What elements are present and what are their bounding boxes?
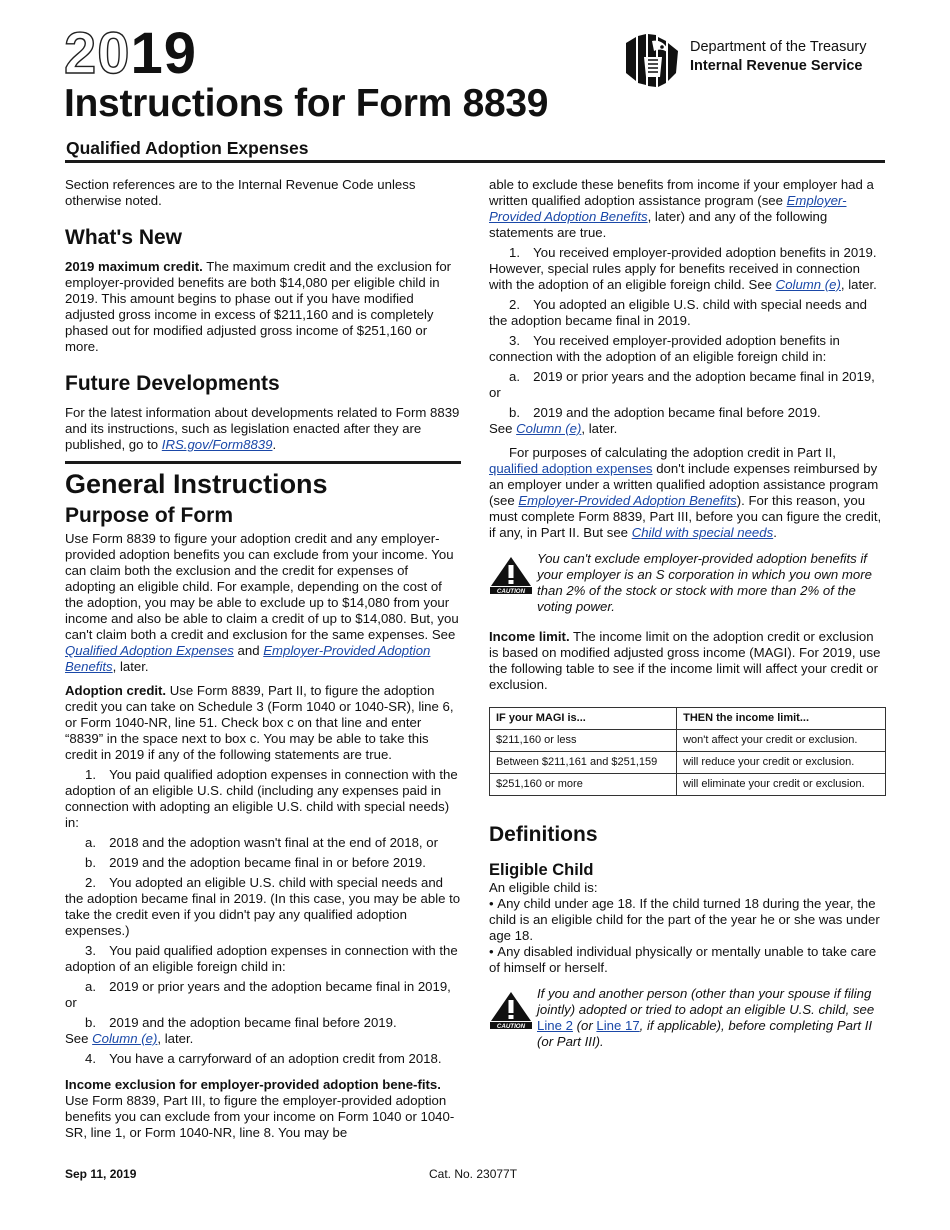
list-item: 2. You adopted an eligible U.S. child with special needs and the adoption became final in 2019. (In this case, you may be able to take the credit even if you didn't pay any qualified adoption expenses.) [65,875,461,938]
see-end: , later. [581,421,618,436]
list-item: a. 2018 and the adoption wasn't final at the end of 2018, or [85,835,438,850]
list-item: b. 2019 and the adoption became final before 2019. [85,1015,397,1030]
general-instructions-heading: General Instructions [65,469,328,499]
caution-text: (or [576,1018,593,1033]
income-limit-text: The income limit on the adoption credit or exclusion is based on modified adjusted gross income (MAGI). For 2019, use the following table to see if the income limit will affect your credit or exclusion. [489,629,881,692]
document-title: Instructions for Form 8839 [64,82,549,125]
year-outline: 20 [64,21,131,86]
see-end: , later. [157,1031,194,1046]
list-item: b. 2019 and the adoption became final before 2019. [509,405,821,420]
table-cell: $251,160 or more [490,774,677,796]
table-cell: will eliminate your credit or exclusion. [677,774,886,796]
document-subtitle: Qualified Adoption Expenses [66,138,309,158]
eligible-intro: An eligible child is: [489,880,598,895]
column-e-link[interactable]: Column (e) [92,1031,158,1046]
adoption-credit-lead: Adoption credit. [65,683,167,698]
left-column [65,177,461,1141]
income-exclusion-paragraph [65,1077,461,1141]
caution-note [489,986,885,1050]
irs-form-link[interactable]: IRS.gov/Form8839 [161,437,273,452]
agency-block [622,33,892,89]
purpose-end: , later. [112,659,149,674]
max-credit-paragraph [65,259,461,355]
header-rule [65,160,885,163]
purposes-paragraph [489,445,885,541]
eligible-child-heading: Eligible Child [489,861,594,879]
qualified-adoption-expenses-link[interactable]: Qualified Adoption Expenses [65,643,234,658]
list-item: a. 2019 or prior years and the adoption became final in 2019, or [489,369,875,400]
purpose-heading: Purpose of Form [65,504,234,527]
purpose-text: Use Form 8839 to figure your adoption credit and any employer-provided adoption benefits you can exclude from your income. You can claim both the exclusion and the credit for expenses of adopting an eligible child. For example, depending on the cost of the adoption, you may be able to exclude up to $14,080 from your income and also be able to claim a credit of up to $14,080. But, you can't claim both a credit and exclusion for the same expenses. See [65,531,459,642]
table-cell: $211,160 or less [490,730,677,752]
bullet-text: Any disabled individual physically or mentally unable to take care of himself or herself. [489,944,877,975]
list-item: 1. You paid qualified adoption expenses in connection with the adoption of an eligible U.S. child (including any expenses paid in connection with adopting an eligible U.S. child with special needs) in: [65,767,458,830]
employer-provided-benefits-link[interactable]: Employer-Provided Adoption Benefits [489,193,847,224]
definitions-heading: Definitions [489,823,598,846]
income-limit-table [489,707,886,796]
table-cell: Between $211,161 and $251,159 [490,752,677,774]
caution-text: , if applicable), before completing Part II (or Part III). [537,1018,873,1049]
employer-provided-benefits-link[interactable]: Employer-Provided Adoption Benefits [518,493,737,508]
child-special-needs-link[interactable]: Child with special needs [631,525,774,540]
purposes-text: ). For this reason, you must complete Form 8839, Part III, before you can figure the credit, if any, in Part II. But see [489,493,882,540]
list-item: 3. You paid qualified adoption expenses in connection with the adoption of an eligible foreign child in: [65,943,458,974]
continued-end: , later) and any of the following statements are true. [489,209,828,240]
whats-new-heading: What's New [65,226,183,249]
table-cell: will reduce your credit or exclusion. [677,752,886,774]
section-rule [65,461,461,464]
agency-name [690,38,867,76]
list-item: 3. You received employer-provided adoption benefits in connection with the adoption of an eligible foreign child in: [489,333,840,364]
agency-department: Department of the Treasury [690,39,867,55]
list-item-text: 1. You received employer-provided adoption benefits in 2019. However, special rules apply for benefits received in connection with the adoption of an eligible foreign child. See [489,245,877,292]
income-exclusion-text: Use Form 8839, Part III, to figure the employer-provided adoption benefits you can exclude from your income on Form 1040 or 1040-SR, line 1, or Form 1040-NR, line 8. You may be [65,1093,455,1140]
max-credit-lead: 2019 maximum credit. [65,259,203,274]
qualified-adoption-expenses-link[interactable]: qualified adoption expenses [489,461,653,476]
future-paragraph [65,405,461,453]
line-2-link[interactable]: Line 2 [537,1018,573,1033]
column-e-link[interactable]: Column (e) [516,421,582,436]
income-exclusion-lead: Income exclusion for employer-provided adoption bene-fits. [65,1077,441,1092]
list-item: 2. You adopted an eligible U.S. child with special needs and the adoption became final in 2019. [489,297,868,328]
year-bold: 19 [130,21,198,86]
see-text: See [65,1031,89,1046]
adoption-credit-paragraph [65,683,461,763]
caution-icon [489,555,533,595]
caution-label: CAUTION [496,1023,526,1030]
purpose-paragraph [65,531,461,675]
continued-paragraph [489,177,885,241]
bullet-item [489,944,885,976]
list-item: 4. You have a carryforward of an adoption credit from 2018. [85,1051,442,1066]
future-text: For the latest information about developments related to Form 8839 and its instructions, such as legislation enacted after they are published, go to [65,405,460,452]
bullet-text: Any child under age 18. If the child turned 18 during the year, the child is an eligible child for the part of the year he or she was under age 18. [489,896,880,943]
see-column-e [65,1031,461,1047]
purposes-text: For purposes of calculating the adoption credit in Part II, [509,445,836,460]
bullet-item [489,896,885,944]
table-row [490,752,886,774]
table-header: IF your MAGI is... [490,708,677,730]
line-17-link[interactable]: Line 17 [596,1018,640,1033]
bullet-icon: • [489,944,498,959]
irs-eagle-logo-icon [622,33,684,89]
purpose-and: and [237,643,260,658]
agency-irs: Internal Revenue Service [690,58,863,74]
list-item-end: , later. [840,277,877,292]
tax-year [64,22,197,86]
future-end: . [272,437,277,452]
adoption-credit-text: Use Form 8839, Part II, to figure the adoption credit you can take on Schedule 3 (Form 1040 or 1040-SR), line 6, or Form 1040-NR, line 51. Check box c on that line and enter “8839” in the space next to box c. You may be able to take this credit in 2019 if any of the following statements are true. [65,683,454,762]
column-e-link[interactable]: Column (e) [775,277,841,292]
list-item: a. 2019 or prior years and the adoption became final in 2019, or [65,979,451,1010]
income-limit-lead: Income limit. [489,629,570,644]
see-text: See [489,421,513,436]
employer-provided-benefits-link[interactable]: Employer-Provided Adoption Benefits [65,643,431,674]
purposes-text: don't include expenses reimbursed by an employer under a written qualified adoption assistance program (see [489,461,879,508]
caution-label: CAUTION [496,588,526,595]
caution-text: You can't exclude employer-provided adoption benefits if your employer is an S corporation in which you own more than 2% of the stock or stock with more than 2% of the voting power. [537,551,872,614]
purposes-end: . [773,525,777,540]
table-row [490,730,886,752]
right-column [489,177,885,1050]
table-row [490,774,886,796]
income-limit-paragraph [489,629,885,693]
continued-text: able to exclude these benefits from income if your employer had a written qualified adoption assistance program (see [489,177,874,208]
caution-icon [489,990,533,1030]
table-header: THEN the income limit... [677,708,886,730]
caution-text: If you and another person (other than your spouse if filing jointly) adopted or tried to adopt an eligible U.S. child, see [537,986,875,1017]
bullet-icon: • [489,896,498,911]
see-column-e [489,421,885,437]
footer-date: Sep 11, 2019 [65,1167,137,1181]
footer-catalog-number: Cat. No. 23077T [429,1167,518,1181]
intro-text: Section references are to the Internal Revenue Code unless otherwise noted. [65,177,416,208]
table-cell: won't affect your credit or exclusion. [677,730,886,752]
table-header-row [490,708,886,730]
max-credit-text: The maximum credit and the exclusion for employer-provided benefits are both $14,080 per eligible child in 2019. This amount begins to phase out if you have modified adjusted gross income in excess of $211,160 and is completely phased out for modified adjusted gross income of $251,160 or more. [65,259,452,354]
caution-note [489,551,885,615]
list-item: b. 2019 and the adoption became final in or before 2019. [85,855,426,870]
future-developments-heading: Future Developments [65,372,280,395]
list-item [489,245,885,293]
